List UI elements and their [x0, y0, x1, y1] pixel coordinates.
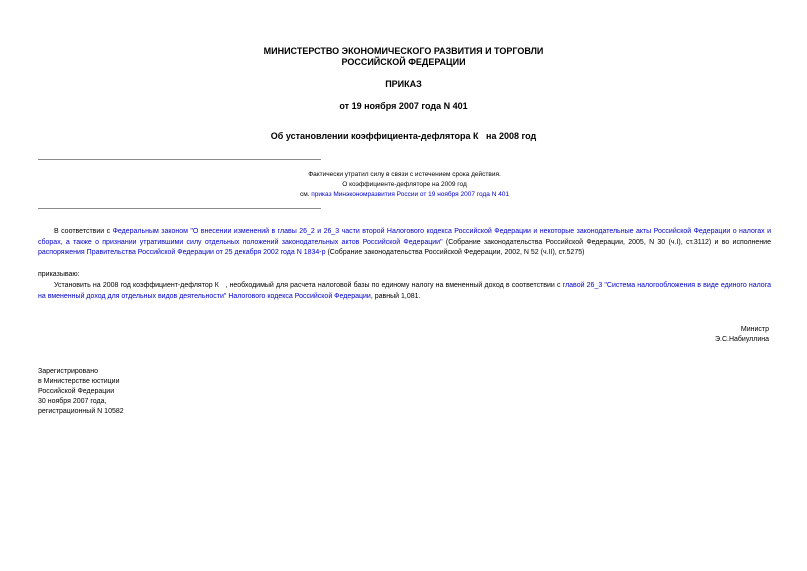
- signature-block: [715, 325, 769, 345]
- federal-law-link[interactable]: Федеральным законом "О внесении изменений в главы 26_2 и 26_3 части второй Налогового кодекса Российской Федерации и некоторые законодательные акты Российской Федерации о налогах и сборах, а также о признании утратившими силу отдельных положений законодательных актов Российской Федерации": [38, 228, 771, 246]
- status-note-line2: О коэффициенте-дефляторе на 2009 год: [342, 181, 467, 188]
- order-text-2: , равный 1,081.: [370, 292, 421, 300]
- status-note-line3: [38, 190, 771, 200]
- government-order-link[interactable]: распоряжения Правительства Российской Федерации от 25 декабря 2002 года N 1834-р: [38, 249, 326, 256]
- registration-line3: Российской Федерации: [38, 388, 115, 395]
- tax-code-chapter-link[interactable]: главой 26_3 "Система налогообложения в виде единого налога на вмененный доход для отдельных видов деятельности" Налогового кодекса Российской Федерации: [38, 282, 771, 300]
- document-date: от 19 ноября 2007 года N 401: [339, 101, 468, 111]
- preamble-text-1: В соответствии с: [54, 228, 113, 235]
- registration-line1: Зарегистрировано: [38, 368, 98, 375]
- ministry-name-line2: РОССИЙСКОЙ ФЕДЕРАЦИИ: [341, 57, 466, 67]
- signatory-position: Министр: [740, 326, 769, 333]
- registration-block: [38, 367, 124, 417]
- status-note: [38, 170, 771, 200]
- divider-bottom: [38, 208, 321, 209]
- status-note-line1: Фактически утратил силу в связи с истечением срока действия.: [308, 171, 501, 178]
- registration-line2: в Министерстве юстиции: [38, 378, 120, 385]
- status-note-prefix: см.: [299, 191, 312, 198]
- preamble-paragraph: [38, 227, 771, 259]
- preamble-text-2: (Собрание законодательства Российской Федерации, 2005, N 30 (ч.I), ст.3112) и во исполнение: [442, 238, 771, 246]
- preamble-text-3: (Собрание законодательства Российской Федерации, 2002, N 52 (ч.II), ст.5275): [325, 249, 585, 256]
- document-type: ПРИКАЗ: [385, 79, 422, 89]
- signatory-name: Э.С.Набиуллина: [714, 336, 769, 343]
- ministry-name-line1: МИНИСТЕРСТВО ЭКОНОМИЧЕСКОГО РАЗВИТИЯ И ТОРГОВЛИ: [263, 46, 544, 56]
- document-title: Об установлении коэффициента-дефлятора К на 2008 год: [270, 131, 537, 141]
- order-text-1: Установить на 2008 год коэффициент-дефлятор К , необходимый для расчета налоговой базы по единому налогу на вмененный доход в соответствии с: [54, 282, 563, 289]
- status-note-link[interactable]: приказ Минэкономразвития России от 19 ноября 2007 года N 401: [311, 191, 510, 198]
- registration-line4: 30 ноября 2007 года,: [38, 398, 107, 405]
- divider-top: [38, 159, 321, 160]
- registration-line5: регистрационный N 10582: [38, 408, 124, 415]
- order-paragraph: [38, 281, 771, 302]
- order-intro: приказываю:: [38, 271, 80, 278]
